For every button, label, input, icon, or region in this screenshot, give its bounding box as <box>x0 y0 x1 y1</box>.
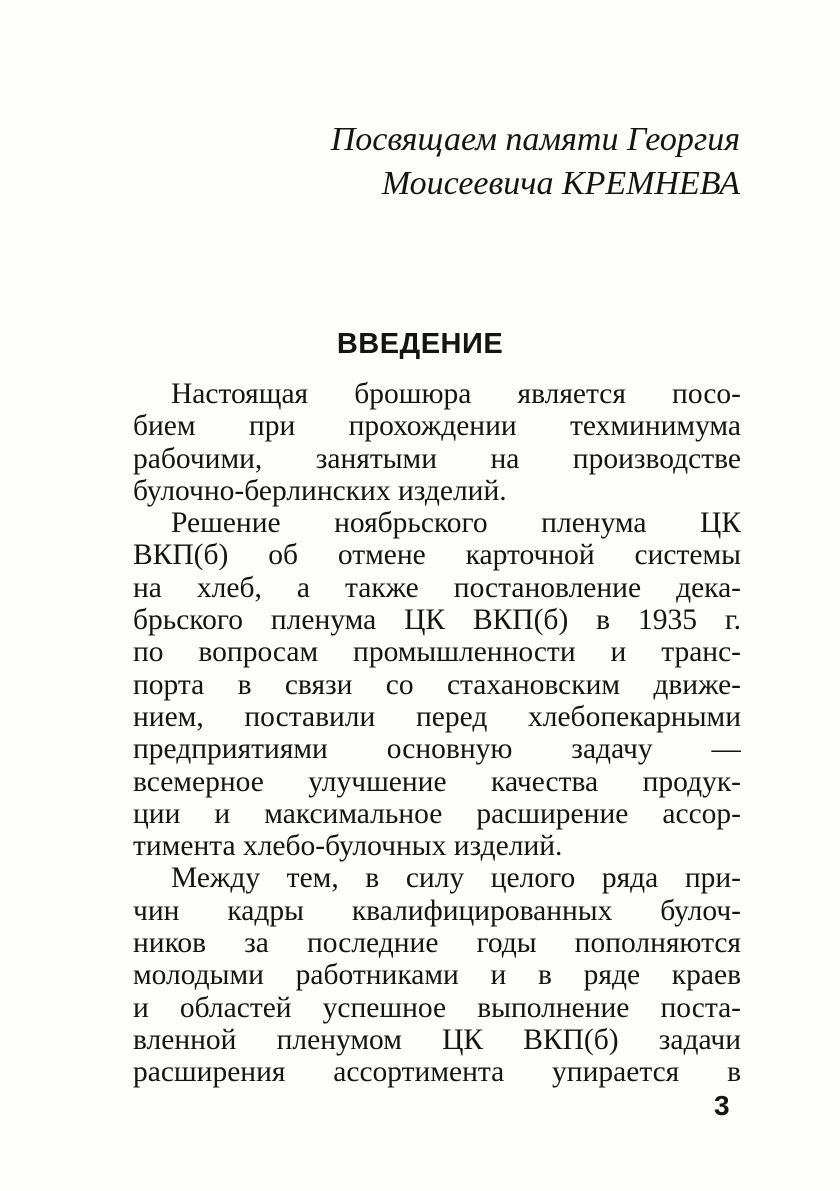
text-line: Решение ноябрьского пленума ЦК <box>171 507 741 540</box>
text-line: на хлеб, а также постановление дека- <box>133 571 741 604</box>
text-line: расширения ассортимента упирается в <box>133 1056 741 1089</box>
text-line: по вопросам промышленности и транс- <box>133 636 741 669</box>
text-line: и областей успешное выполнение поста- <box>133 991 741 1024</box>
text-line: Настоящая брошюра является посо- <box>171 378 741 410</box>
dedication-line-2: Моисеевича КРЕМНЕВА <box>381 165 740 202</box>
text-line: ников за последние годы пополняются <box>133 927 741 960</box>
text-line: молодыми работниками и в ряде краев <box>133 959 741 992</box>
text-line: предприятиями основную задачу — <box>133 733 741 766</box>
text-line: нием, поставили перед хлебопекарными <box>133 700 741 733</box>
section-heading: ВВЕДЕНИЕ <box>336 328 504 360</box>
text-line: тимента хлебо-булочных изделий. <box>133 830 563 863</box>
text-line: брьского пленума ЦК ВКП(б) в 1935 г. <box>133 604 741 637</box>
text-line: бием при прохождении техминимума <box>133 410 741 443</box>
page-number: 3 <box>714 1090 730 1121</box>
dedication <box>331 118 740 206</box>
text-line: всемерное улучшение качества продук- <box>133 765 741 798</box>
text-line: рабочими, занятыми на производстве <box>133 442 741 475</box>
text-line: ции и максимальное расширение ассор- <box>133 797 741 830</box>
text-line: порта в связи со стахановским движе- <box>133 668 741 701</box>
body-text <box>133 378 741 1089</box>
text-line: вленной пленумом ЦК ВКП(б) задачи <box>133 1023 741 1056</box>
text-line: булочно-берлинских изделий. <box>133 474 507 507</box>
text-line: ВКП(б) об отмене карточной системы <box>133 539 741 572</box>
text-line: чин кадры квалифицированных булоч- <box>133 894 741 927</box>
text-line: Между тем, в силу целого ряда при- <box>171 862 741 895</box>
dedication-line-1: Посвящаем памяти Георгия <box>330 121 740 158</box>
